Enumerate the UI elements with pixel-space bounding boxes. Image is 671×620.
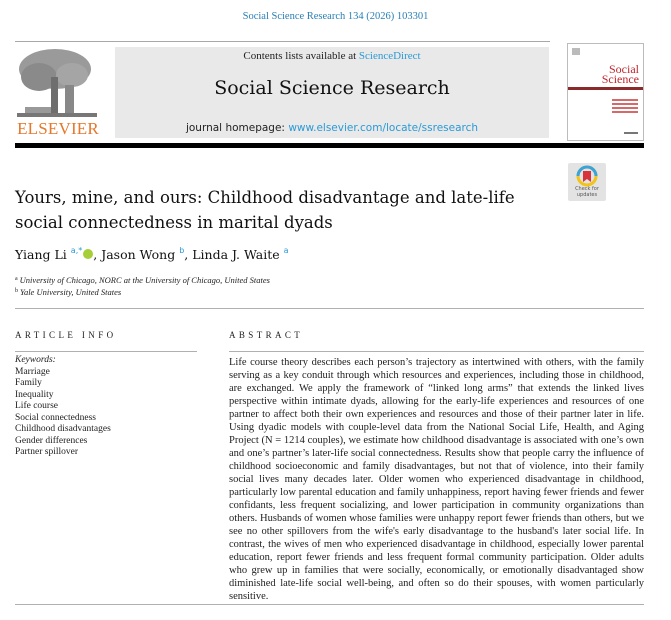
journal-banner: [115, 47, 549, 138]
cover-band: [568, 87, 643, 90]
check-for-updates-label: Check for updates: [575, 186, 599, 198]
journal-homepage-link[interactable]: www.elsevier.com/locate/ssresearch: [288, 122, 479, 134]
cover-publisher-logo-icon: [572, 48, 580, 55]
author-list: Yiang Li $^{a,*}$ , Jason Wong $^b$, Linda J. Waite $^a$: [15, 246, 289, 262]
elsevier-tree-icon: [17, 47, 97, 119]
cover-text-lines: [612, 99, 638, 115]
article-info-heading: ARTICLE INFO: [15, 330, 117, 340]
abstract-text: Life course theory describes each person’s trajectory as intertwined with others, with the family serving as a key conduit through which resources and experiences, including those in childhood, are exchanged. We apply the framework of “linked long arms” that extends the linked lives perspective within intimate dyads, allowing for the early-life experiences and resources of one partner to affect both their own experiences and resources and those of their partner later in life. Using dyadic models with couple-level data from the National Social Life, Health, and Aging Project (N = 1214 couples), we estimate how childhood disadvantage is associated with one’s own and one’s partner’s later-life social connectedness. Results show that people carry the influence of childhood socioeconomic and family disadvantages, but not that of violence, into their family social lives many decades later. Older women who experienced disadvantage in childhood, particularly low parental education and family unhappiness, report having fewer friends and fewer confidants, less frequent socializing, and lower participation in community organizations than others. Husbands of women whose families were unhappy report fewer friends than others, but we see no other spillovers from the wife's early disadvantage to the husband's later social life. In contrast, the wives of men who experienced disadvantage in childhood, especially lower parental education, report fewer friends and less frequent formal community participation. Older adults who grew up in families that were socially, economically, or emotionally disadvantaged show diminished late-life social well-being, and often so do their spouses, with women particularly sensitive.: [229, 357, 644, 602]
cover-title: [602, 64, 639, 84]
keyword: Gender differences: [15, 435, 88, 446]
elsevier-wordmark: ELSEVIER: [17, 119, 99, 138]
section-divider: [15, 308, 644, 309]
author-affiliation-mark[interactable]: a: [283, 246, 289, 255]
article-info-rule: [15, 351, 197, 352]
keyword: Family: [15, 378, 42, 388]
affiliation-text: Yale University, United States: [20, 287, 122, 297]
contents-prefix: Contents lists available at: [243, 50, 359, 62]
cover-footer-mark: [624, 132, 638, 134]
journal-title: Social Science Research: [214, 77, 450, 99]
orcid-icon[interactable]: [83, 249, 93, 259]
article-title: Yours, mine, and ours: Childhood disadvantage and late-life social connectedness in marital dyads: [15, 188, 515, 232]
author-name[interactable]: Yiang Li: [15, 247, 67, 262]
keyword: Life course: [15, 401, 58, 411]
header-thick-rule: [15, 143, 644, 148]
contents-available-line: [115, 50, 549, 62]
keyword: Marriage: [15, 366, 50, 377]
cover-title-line2: Science: [601, 72, 639, 86]
journal-homepage-line: [115, 122, 549, 134]
check-for-updates-button[interactable]: [568, 163, 606, 201]
keyword: Childhood disadvantages: [15, 424, 111, 434]
keywords-list: [15, 355, 215, 459]
author-name[interactable]: Jason Wong: [101, 247, 176, 262]
sciencedirect-link[interactable]: ScienceDirect: [358, 50, 421, 62]
affiliation-mark: a: [15, 276, 18, 282]
keyword: Partner spillover: [15, 447, 79, 457]
keywords-label: Keywords:: [15, 355, 56, 365]
elsevier-logo[interactable]: [15, 47, 101, 139]
cover-title-line1: Social: [609, 62, 639, 76]
author-affiliation-mark[interactable]: b: [179, 246, 185, 255]
author-affiliation-mark[interactable]: a,*: [70, 246, 83, 255]
abstract-bottom-rule: [15, 604, 644, 605]
affiliation: [15, 275, 575, 285]
keyword: Social connectedness: [15, 412, 96, 423]
abstract-rule: [229, 351, 644, 352]
journal-citation[interactable]: Social Science Research 134 (2026) 103301: [242, 11, 429, 22]
header-top-rule: [15, 41, 550, 42]
affiliation-mark: b: [15, 288, 18, 294]
affiliation-text: University of Chicago, NORC at the University of Chicago, United States: [19, 275, 270, 285]
author-name[interactable]: Linda J. Waite: [192, 247, 280, 262]
abstract-heading: ABSTRACT: [229, 330, 304, 340]
keyword: Inequality: [15, 389, 54, 400]
homepage-prefix: journal homepage:: [185, 122, 289, 134]
affiliation: [15, 287, 575, 297]
journal-cover-thumbnail[interactable]: [567, 43, 644, 141]
